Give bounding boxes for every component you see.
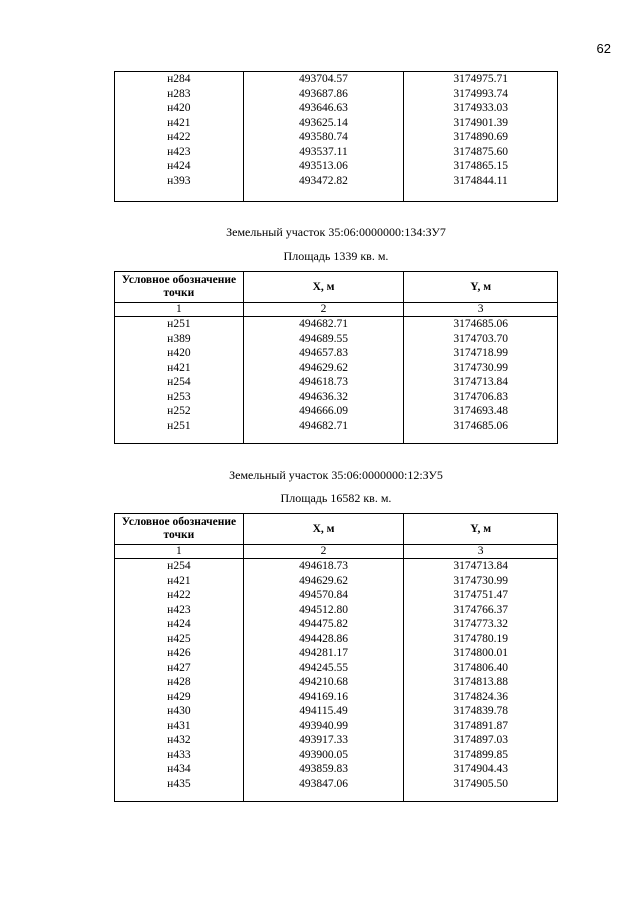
point-cell: н431 [115,719,244,734]
x-cell: 493513.06 [243,159,404,174]
x-cell: 494512.80 [243,603,404,618]
table-row [115,777,558,792]
point-cell: н428 [115,675,244,690]
point-cell: н434 [115,762,244,777]
y-cell: 3174933.03 [404,101,558,116]
table-row [115,632,558,647]
column-number: 2 [243,303,404,317]
x-cell: 494245.55 [243,661,404,676]
x-cell: 494115.49 [243,704,404,719]
point-cell: н393 [115,174,244,189]
header-x: X, м [243,514,404,545]
header-y: Y, м [404,514,558,545]
point-cell: н429 [115,690,244,705]
y-cell: 3174685.06 [404,317,558,332]
point-cell: н426 [115,646,244,661]
header-point-designation: Условное обозначение точки [115,514,244,545]
point-cell: н421 [115,574,244,589]
table-row [115,646,558,661]
y-cell: 3174865.15 [404,159,558,174]
column-number: 1 [115,303,244,317]
x-cell: 494210.68 [243,675,404,690]
point-cell: н251 [115,317,244,332]
x-cell: 494281.17 [243,646,404,661]
x-cell: 493847.06 [243,777,404,792]
table-row [115,72,558,87]
table-row [115,661,558,676]
point-cell: н284 [115,72,244,87]
empty-cell [243,433,404,444]
table-row [115,588,558,603]
y-cell: 3174685.06 [404,419,558,434]
y-cell: 3174824.36 [404,690,558,705]
coordinates-table-zu5 [114,513,558,802]
table-body [115,72,558,202]
y-cell: 3174773.32 [404,617,558,632]
table-row [115,101,558,116]
point-cell: н425 [115,632,244,647]
x-cell: 494618.73 [243,375,404,390]
x-cell: 493580.74 [243,130,404,145]
x-cell: 493625.14 [243,116,404,131]
x-cell: 494682.71 [243,419,404,434]
empty-cell [115,188,244,202]
y-cell: 3174993.74 [404,87,558,102]
y-cell: 3174718.99 [404,346,558,361]
table-row [115,603,558,618]
x-cell: 494682.71 [243,317,404,332]
x-cell: 493646.63 [243,101,404,116]
x-cell: 494428.86 [243,632,404,647]
y-cell: 3174751.47 [404,588,558,603]
point-cell: н430 [115,704,244,719]
header-y: Y, м [404,272,558,303]
y-cell: 3174703.70 [404,332,558,347]
table-row [115,748,558,763]
header-point-designation: Условное обозначение точки [115,272,244,303]
table-row [115,404,558,419]
y-cell: 3174693.48 [404,404,558,419]
section-title-zu7: Земельный участок 35:06:0000000:134:ЗУ7 [226,225,446,239]
table-row [115,419,558,434]
y-cell: 3174766.37 [404,603,558,618]
y-cell: 3174897.03 [404,733,558,748]
point-cell: н420 [115,346,244,361]
point-cell: н421 [115,361,244,376]
table-bottom-padding [115,791,558,802]
coordinates-table-zu7 [114,271,558,444]
point-cell: н424 [115,159,244,174]
y-cell: 3174713.84 [404,375,558,390]
table-row [115,87,558,102]
empty-cell [115,433,244,444]
y-cell: 3174975.71 [404,72,558,87]
point-cell: н283 [115,87,244,102]
y-cell: 3174905.50 [404,777,558,792]
page-number: 62 [596,41,611,56]
empty-cell [115,791,244,802]
table-bottom-padding [115,433,558,444]
y-cell: 3174875.60 [404,145,558,160]
table-row [115,617,558,632]
x-cell: 493900.05 [243,748,404,763]
empty-cell [404,791,558,802]
y-cell: 3174713.84 [404,559,558,574]
empty-cell [404,433,558,444]
y-cell: 3174730.99 [404,574,558,589]
y-cell: 3174813.88 [404,675,558,690]
point-cell: н424 [115,617,244,632]
table-row [115,690,558,705]
table-row [115,574,558,589]
point-cell: н423 [115,603,244,618]
coordinates-table-continued [114,71,558,202]
x-cell: 493859.83 [243,762,404,777]
x-cell: 494570.84 [243,588,404,603]
point-cell: н254 [115,375,244,390]
table-row [115,559,558,574]
point-cell: н433 [115,748,244,763]
x-cell: 493917.33 [243,733,404,748]
x-cell: 494169.16 [243,690,404,705]
point-cell: н251 [115,419,244,434]
table-row [115,390,558,405]
y-cell: 3174780.19 [404,632,558,647]
y-cell: 3174839.78 [404,704,558,719]
point-cell: н421 [115,116,244,131]
x-cell: 493472.82 [243,174,404,189]
y-cell: 3174901.39 [404,116,558,131]
header-x: X, м [243,272,404,303]
point-cell: н423 [115,145,244,160]
point-cell: н254 [115,559,244,574]
point-cell: н252 [115,404,244,419]
x-cell: 493687.86 [243,87,404,102]
y-cell: 3174899.85 [404,748,558,763]
section-area-zu7: Площадь 1339 кв. м. [283,249,389,263]
table-body [115,559,558,802]
x-cell: 494475.82 [243,617,404,632]
section-title-zu5: Земельный участок 35:06:0000000:12:ЗУ5 [229,468,443,482]
table-row [115,174,558,189]
y-cell: 3174806.40 [404,661,558,676]
point-cell: н389 [115,332,244,347]
y-cell: 3174904.43 [404,762,558,777]
x-cell: 494618.73 [243,559,404,574]
column-number: 1 [115,545,244,559]
x-cell: 494629.62 [243,361,404,376]
point-cell: н420 [115,101,244,116]
y-cell: 3174891.87 [404,719,558,734]
y-cell: 3174800.01 [404,646,558,661]
y-cell: 3174730.99 [404,361,558,376]
y-cell: 3174706.83 [404,390,558,405]
table-row [115,130,558,145]
point-cell: н422 [115,588,244,603]
table-row [115,361,558,376]
point-cell: н435 [115,777,244,792]
x-cell: 494666.09 [243,404,404,419]
x-cell: 494629.62 [243,574,404,589]
x-cell: 493704.57 [243,72,404,87]
point-cell: н422 [115,130,244,145]
table-row [115,719,558,734]
empty-cell [404,188,558,202]
column-number: 3 [404,545,558,559]
table-row [115,762,558,777]
y-cell: 3174844.11 [404,174,558,189]
section-area-zu5: Площадь 16582 кв. м. [280,491,392,505]
column-number: 2 [243,545,404,559]
table-row [115,375,558,390]
point-cell: н432 [115,733,244,748]
table-row [115,675,558,690]
table-row [115,145,558,160]
x-cell: 494657.83 [243,346,404,361]
table-row [115,332,558,347]
table-body [115,317,558,444]
table-row [115,159,558,174]
table-row [115,733,558,748]
x-cell: 493537.11 [243,145,404,160]
x-cell: 494689.55 [243,332,404,347]
empty-cell [243,791,404,802]
column-number: 3 [404,303,558,317]
table-row [115,704,558,719]
x-cell: 493940.99 [243,719,404,734]
table-row [115,346,558,361]
x-cell: 494636.32 [243,390,404,405]
y-cell: 3174890.69 [404,130,558,145]
point-cell: н427 [115,661,244,676]
empty-cell [243,188,404,202]
table-bottom-padding [115,188,558,202]
table-row [115,116,558,131]
table-row [115,317,558,332]
point-cell: н253 [115,390,244,405]
